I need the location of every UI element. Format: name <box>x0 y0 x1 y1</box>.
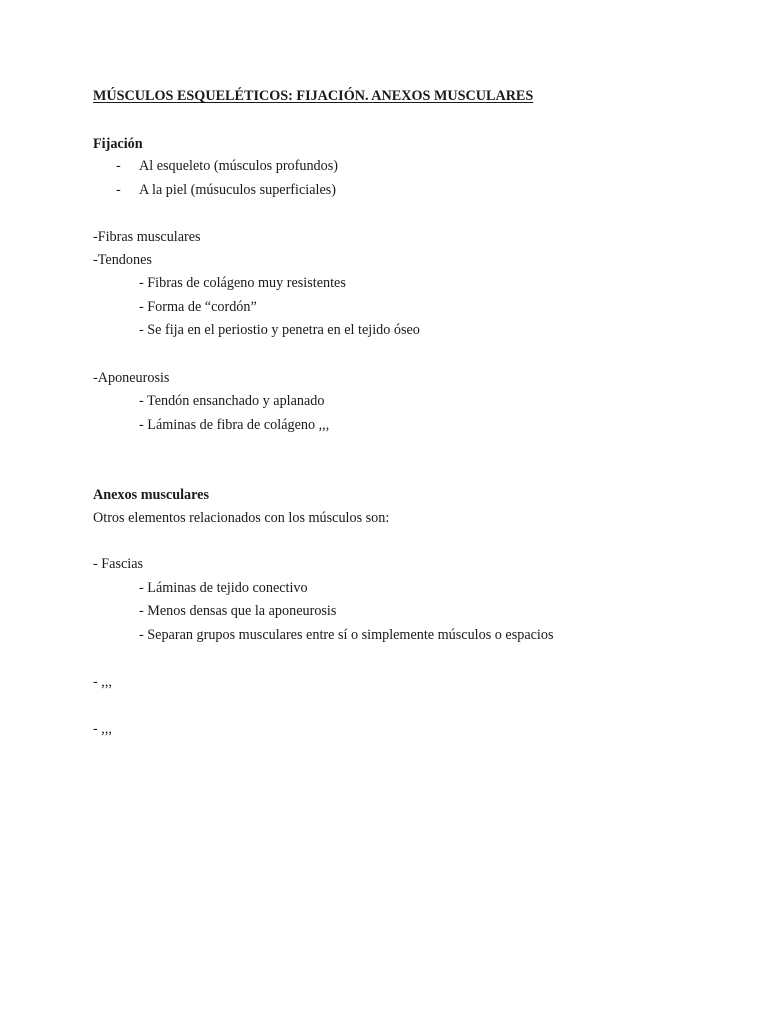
fascias-label: - Fascias <box>93 556 144 572</box>
tendones-label: -Tendones <box>93 252 152 268</box>
document-title: MÚSCULOS ESQUELÉTICOS: FIJACIÓN. ANEXOS MUSCULARES <box>93 88 534 104</box>
fascias-item-3: - Separan grupos musculares entre sí o simplemente músculos o espacios <box>139 627 554 643</box>
fijacion-item-2: A la piel (músuculos superficiales) <box>139 182 336 198</box>
extra-item-2: - ,,, <box>93 721 112 737</box>
tendones-item-3: - Se fija en el periostio y penetra en el tejido óseo <box>139 322 420 338</box>
fijacion-heading: Fijación <box>93 136 143 152</box>
aponeurosis-item-2: - Láminas de fibra de colágeno ,,, <box>139 417 330 433</box>
tendones-item-1: - Fibras de colágeno muy resistentes <box>139 275 346 291</box>
fascias-item-1: - Láminas de tejido conectivo <box>139 580 308 596</box>
anexos-heading: Anexos musculares <box>93 487 210 503</box>
extra-item-1: - ,,, <box>93 674 112 690</box>
aponeurosis-item-1: - Tendón ensanchado y aplanado <box>139 393 325 409</box>
fijacion-item-2-dash: - <box>116 182 121 198</box>
anexos-intro: Otros elementos relacionados con los músculos son: <box>93 510 390 526</box>
tendones-item-2: - Forma de “cordón” <box>139 299 257 315</box>
fijacion-item-1: Al esqueleto (músculos profundos) <box>139 158 338 174</box>
aponeurosis-label: -Aponeurosis <box>93 370 170 386</box>
fijacion-item-1-dash: - <box>116 158 121 174</box>
fibras-musculares: -Fibras musculares <box>93 229 201 245</box>
fascias-item-2: - Menos densas que la aponeurosis <box>139 603 337 619</box>
